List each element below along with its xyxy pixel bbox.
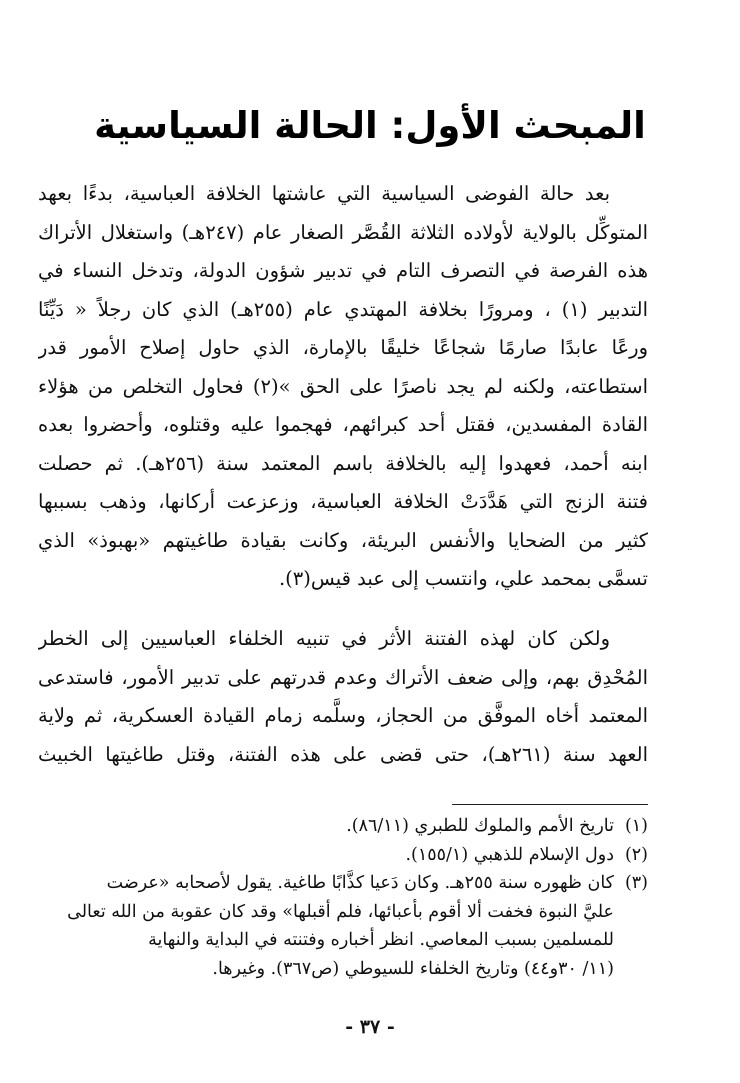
footnotes	[67, 812, 648, 983]
page-number: - ٣٧ -	[345, 1016, 395, 1038]
paragraph-line: المُحْدِق بهم، وإلى ضعف الأتراك وعدم قدرتهم على تدبير الأمور، فاستدعى	[38, 665, 648, 689]
footnote-number: (١)	[624, 816, 648, 836]
paragraph-line: بعد حالة الفوضى السياسية التي عاشتها الخلافة العباسية، بدءًا بعهد	[38, 182, 610, 205]
paragraph-line: هذه الفرصة في التصرف التام في تدبير شؤون الدولة، وتدخل النساء في	[38, 259, 648, 282]
footnote-line: (١١/ ٣٠و٤٤) وتاريخ الخلفاء للسيوطي (ص٣٦٧). وغيرها.	[212, 958, 614, 979]
footnote-line: دول الإسلام للذهبي (١٥٥/١).	[405, 844, 614, 865]
footnote-number: (٣)	[624, 873, 648, 893]
paragraph-line: المتوكِّل بالولاية لأولاده الثلاثة القُصَّر الصغار عام (٢٤٧هـ) واستغلال الأتراك	[38, 220, 648, 244]
paragraph-line: ورعًا عابدًا صارمًا شجاعًا خليقًا بالإمارة، الذي حاول إصلاح الأمور قدر	[38, 336, 648, 359]
paragraph-line: فتنة الزنج التي هَدَّدَتْ الخلافة العباسية، وزعزعت أركانها، وذهب بسببها	[38, 490, 648, 513]
footnote-line: للمسلمين بسبب المعاصي. انظر أخباره وفتنته في البداية والنهاية	[148, 930, 614, 950]
paragraph-line: تسمَّى بمحمد علي، وانتسب إلى عبد قيس(٣).	[278, 567, 648, 590]
footnote-number: (٢)	[624, 844, 648, 865]
paragraph-line: المعتمد أخاه الموفَّق من الحجاز، وسلَّمه زمام القيادة العسكرية، ثم ولاية	[38, 704, 648, 727]
footnote-3	[67, 869, 648, 983]
footnote-1	[100, 812, 648, 841]
paragraph-line: التدبير (١) ، ومرورًا بخلافة المهتدي عام (٢٥٥هـ) الذي كان رجلاً « دَيِّنًا	[38, 297, 648, 321]
paragraph-line: كثير من الضحايا والأنفس البريئة، وكانت بقيادة طاغيتهم «بهبوذ» الذي	[38, 528, 648, 552]
section-title: المبحث الأول: الحالة السياسية	[94, 104, 646, 147]
paragraph-line: استطاعته، ولكنه لم يجد ناصرًا على الحق »(٢) فحاول التخلص من هؤلاء	[38, 374, 648, 398]
footnote-body	[100, 841, 614, 870]
footnote-line: كان ظهوره سنة ٢٥٥هـ. وكان دَعيا كذَّابًا طاغية. يقول لأصحابه «عرضت	[106, 873, 614, 893]
paragraph-line: ولكن كان لهذه الفتنة الأثر في تنبيه الخلفاء العباسيين إلى الخطر	[38, 627, 610, 650]
paragraph-2	[38, 620, 648, 774]
paragraph-line: ابنه أحمد، فعهدوا إليه بالخلافة باسم المعتمد سنة (٢٥٦هـ). ثم حصلت	[38, 451, 648, 475]
footnote-line: تاريخ الأمم والملوك للطبري (٨٦/١١).	[346, 816, 614, 836]
footnote-line: عليَّ النبوة فخفت ألا أقوم بأعبائها، فلم أقبلها» وقد كان عقوبة من الله تعالى	[67, 901, 614, 922]
footnote-body	[100, 812, 614, 841]
footnote-2	[100, 841, 648, 870]
footnote-body	[67, 869, 614, 983]
footnote-divider	[452, 804, 648, 805]
paragraph-line: القادة المفسدين، فقتل أحد كبرائهم، فهجموا عليه وقتلوه، وأحضروا بعده	[38, 413, 648, 436]
paragraph-1	[38, 175, 648, 599]
paragraph-line: العهد سنة (٢٦١هـ)، حتى قضى على هذه الفتنة، وقتل طاغيتها الخبيث	[38, 742, 648, 766]
